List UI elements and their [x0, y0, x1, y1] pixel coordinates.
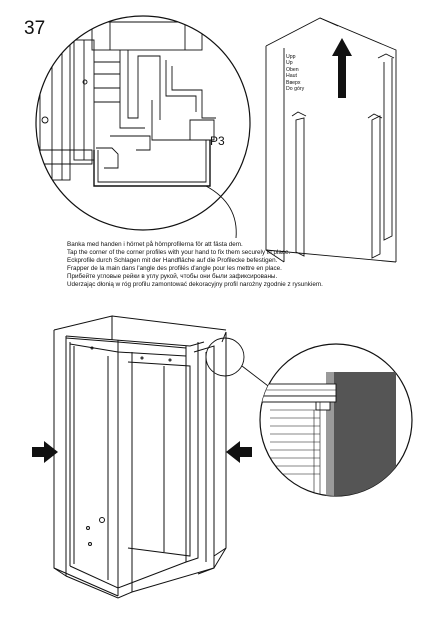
zoom-callout: [206, 338, 276, 392]
direction-label: Oben: [286, 66, 299, 73]
corner-profile-detail: [36, 10, 250, 238]
shower-enclosure-frame: [54, 316, 226, 598]
detail-code-label: P3: [210, 134, 225, 148]
corner-zoom-detail: [256, 344, 412, 502]
step-number: 37: [24, 18, 46, 39]
direction-label: Do góry: [286, 86, 305, 93]
up-arrow-icon: [332, 38, 352, 98]
instruction-line-english: Tap the corner of the corner profiles with your hand to fix them securely in place.: [67, 249, 291, 257]
direction-label: Upp: [286, 54, 296, 60]
instruction-line-german: Eckprofile durch Schlagen mit der Handfläche auf die Profilecke befestigen.: [67, 257, 278, 265]
direction-labels: [286, 54, 304, 92]
direction-label: Haut: [286, 73, 297, 80]
instruction-line-polish: Uderzając dłonią w róg profilu zamontować dekoracyjny profil narożny zgodnie z rysunkiem.: [67, 281, 323, 289]
instruction-line-russian: Прибейте угловые рейки в углу рукой, чтобы они были зафиксированы.: [67, 273, 278, 281]
left-pointing-arrow-icon: [226, 441, 252, 463]
direction-label: Вверх: [286, 79, 301, 86]
instruction-text: [67, 241, 407, 290]
direction-label: Up: [286, 60, 293, 67]
instruction-line-french: Frapper de la main dans l'angle des profilés d'angle pour les mettre en place.: [67, 265, 282, 273]
instruction-line-swedish: Banka med handen i hörnet på hörnprofilerna för att fästa dem.: [67, 241, 243, 248]
